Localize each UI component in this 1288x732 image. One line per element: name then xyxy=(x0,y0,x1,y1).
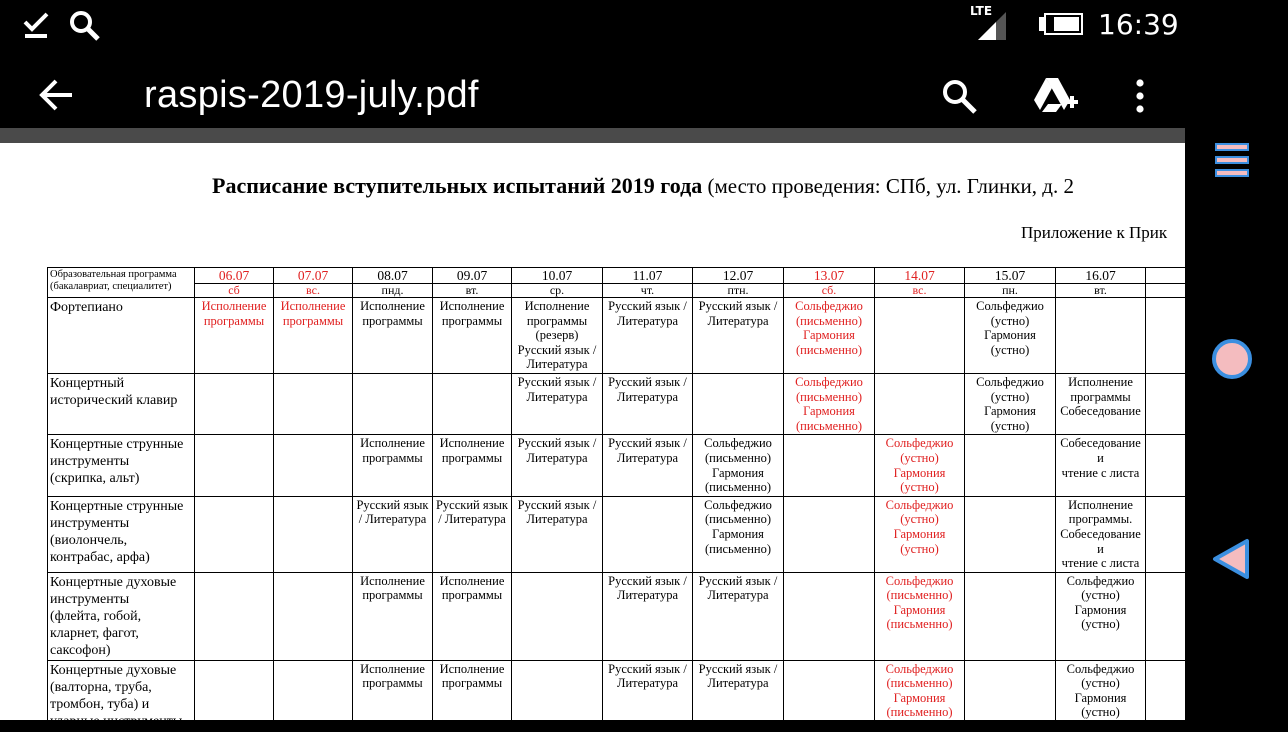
schedule-cell-line: программы xyxy=(362,313,423,328)
navigation-bar xyxy=(1185,128,1280,720)
toolbar-shadow xyxy=(0,128,1185,143)
schedule-cell-line: / Литература xyxy=(438,512,506,527)
date-header-cell: 10.07 xyxy=(512,268,603,284)
schedule-cell-line: Сольфеджио xyxy=(976,299,1044,313)
day-header-cell: пнд. xyxy=(353,284,433,298)
table-row xyxy=(48,572,1288,660)
schedule-cell-line: Сольфеджио xyxy=(885,573,954,588)
schedule-cell-line: (устно) xyxy=(900,480,939,495)
schedule-table xyxy=(47,267,1288,732)
schedule-cell-line: (устно) xyxy=(1081,705,1120,720)
header-program-cell xyxy=(48,268,195,298)
schedule-cell-line: / Литература xyxy=(358,512,427,527)
menu-icon[interactable] xyxy=(1215,142,1249,178)
schedule-cell xyxy=(195,435,274,496)
schedule-cell xyxy=(1056,496,1146,572)
schedule-cell-line: программы xyxy=(362,676,423,691)
day-header-cell: птн. xyxy=(693,284,784,298)
home-icon[interactable] xyxy=(1211,338,1253,380)
schedule-cell xyxy=(353,496,433,572)
schedule-cell-line: Сольфеджио xyxy=(885,661,954,676)
schedule-cell xyxy=(353,373,433,434)
schedule-cell-line: Литература xyxy=(526,357,588,372)
schedule-cell xyxy=(603,496,693,572)
schedule-cell xyxy=(195,496,274,572)
schedule-cell-line: программы. xyxy=(1068,512,1133,527)
schedule-cell xyxy=(965,435,1056,496)
schedule-cell-line: программы xyxy=(441,313,503,328)
signal-icon xyxy=(976,12,1008,40)
battery-icon xyxy=(1038,13,1084,35)
schedule-cell-line: (устно) xyxy=(900,512,939,527)
header-date-row xyxy=(48,268,1288,284)
schedule-cell-line: Русский язык / xyxy=(608,661,687,676)
schedule-cell-line: (письменно) xyxy=(704,512,772,527)
schedule-cell-line: (письменно) xyxy=(795,389,863,404)
schedule-cell xyxy=(875,298,965,374)
schedule-cell-line: Исполнение xyxy=(439,436,505,451)
program-name-line: Концертные духовые xyxy=(50,574,177,590)
program-name-line: исторический клавир xyxy=(50,392,178,408)
schedule-cell-line: Гармония xyxy=(893,690,946,705)
day-header-cell: сб. xyxy=(784,284,875,298)
schedule-cell xyxy=(274,373,353,434)
schedule-cell xyxy=(693,496,784,572)
status-bar xyxy=(0,0,1280,52)
schedule-cell-line: Сольфеджио xyxy=(704,497,772,512)
header-program-line: (бакалавриат, специалитет) xyxy=(50,281,172,292)
schedule-cell-line: чтение с листа xyxy=(1061,556,1140,571)
schedule-cell-line: программы xyxy=(362,588,423,603)
schedule-cell-line: Собеседование xyxy=(1060,526,1141,541)
app-bar xyxy=(0,52,1280,128)
schedule-cell xyxy=(965,660,1056,731)
schedule-cell xyxy=(1056,373,1146,434)
program-name-line: (флейта, гобой, xyxy=(50,608,142,624)
schedule-cell xyxy=(603,298,693,374)
schedule-cell xyxy=(965,298,1056,374)
back-triangle-icon[interactable] xyxy=(1211,538,1251,580)
schedule-cell xyxy=(693,572,784,660)
schedule-cell-line: (устно) xyxy=(990,418,1030,433)
schedule-cell-line: Гармония xyxy=(712,526,764,541)
schedule-cell-line: Сольфеджио xyxy=(795,374,863,389)
day-header-cell: чт. xyxy=(603,284,693,298)
schedule-cell xyxy=(784,435,875,496)
day-header-cell: вс. xyxy=(875,284,965,298)
schedule-cell-line: Исполнение xyxy=(524,299,590,313)
schedule-cell-line: Исполнение xyxy=(1068,374,1133,389)
overflow-menu-icon[interactable] xyxy=(1132,78,1148,114)
schedule-cell-line: Исполнение xyxy=(360,661,425,676)
schedule-cell-line: Литература xyxy=(707,588,769,603)
schedule-cell-line: (устно) xyxy=(900,450,939,465)
day-header-cell: пн. xyxy=(965,284,1056,298)
schedule-cell-line: (письменно) xyxy=(886,588,953,603)
program-name-line: ударные инструменты xyxy=(50,713,183,729)
appendix-label: Приложение к Прик xyxy=(1021,223,1168,242)
schedule-cell-line: Гармония xyxy=(803,404,855,419)
program-name-cell xyxy=(48,373,195,434)
schedule-cell-line: программы xyxy=(203,313,265,328)
program-name-line: Фортепиано xyxy=(50,300,123,315)
schedule-cell xyxy=(353,660,433,731)
program-name-cell xyxy=(48,496,195,572)
schedule-cell-line: Русский язык / xyxy=(517,342,597,357)
day-header-cell: вт. xyxy=(1056,284,1146,298)
schedule-cell xyxy=(603,660,693,731)
program-name-line: (виолончель, xyxy=(50,532,128,548)
schedule-cell xyxy=(875,373,965,434)
schedule-cell-line: (устно) xyxy=(1081,588,1120,603)
check-download-icon xyxy=(22,12,50,40)
schedule-cell xyxy=(512,496,603,572)
schedule-cell-line: Сольфеджио xyxy=(704,436,772,451)
schedule-cell-line: Русский язык / xyxy=(698,299,778,313)
schedule-cell xyxy=(433,660,512,731)
schedule-cell-line: Исполнение xyxy=(360,573,425,588)
program-name-line: саксофон) xyxy=(50,642,111,658)
schedule-cell xyxy=(353,572,433,660)
day-header-cell: сб xyxy=(195,284,274,298)
schedule-cell xyxy=(784,660,875,731)
schedule-cell-line: (письменно) xyxy=(795,418,863,433)
schedule-cell xyxy=(603,373,693,434)
schedule-cell-line: и xyxy=(1097,541,1104,556)
schedule-cell-line: и xyxy=(1097,450,1104,465)
date-header-cell: 13.07 xyxy=(784,268,875,284)
program-name-line: Концертные струнные xyxy=(50,437,184,453)
search-icon[interactable] xyxy=(940,77,978,115)
schedule-cell-line: Исполнение xyxy=(1068,497,1133,512)
schedule-cell-line: Сольфеджио xyxy=(1066,573,1135,588)
schedule-cell xyxy=(603,435,693,496)
schedule-cell xyxy=(195,572,274,660)
schedule-cell xyxy=(965,496,1056,572)
schedule-cell-line: Русский язык xyxy=(435,497,509,512)
schedule-cell-line: (резерв) xyxy=(535,328,579,343)
schedule-cell xyxy=(693,660,784,731)
schedule-cell xyxy=(784,496,875,572)
schedule-cell xyxy=(875,435,965,496)
schedule-cell-line: программы xyxy=(526,313,588,328)
pdf-page[interactable] xyxy=(0,143,1185,729)
schedule-cell-line: (письменно) xyxy=(795,342,863,357)
schedule-cell xyxy=(274,660,353,731)
schedule-cell-line: Исполнение xyxy=(360,436,425,451)
schedule-cell-line: (письменно) xyxy=(704,480,772,495)
date-header-cell: 06.07 xyxy=(195,268,274,284)
schedule-cell-line: Литература xyxy=(526,450,588,465)
header-program-line: Образовательная программа xyxy=(50,269,177,280)
back-arrow-icon[interactable] xyxy=(38,77,74,113)
table-row xyxy=(48,435,1288,496)
schedule-title-location: (место проведения: СПб, ул. Глинки, д. 2 xyxy=(702,174,1074,198)
date-header-cell: 08.07 xyxy=(353,268,433,284)
schedule-cell-line: Литература xyxy=(617,389,678,404)
schedule-cell-line: Исполнение xyxy=(439,573,505,588)
schedule-cell-line: Гармония xyxy=(893,526,946,541)
schedule-cell-line: (устно) xyxy=(1081,676,1120,691)
schedule-cell-line: (устно) xyxy=(990,389,1030,404)
program-name-cell xyxy=(48,435,195,496)
schedule-cell xyxy=(875,660,965,731)
schedule-cell-line: программы xyxy=(441,676,503,691)
schedule-cell xyxy=(965,373,1056,434)
schedule-cell-line: Литература xyxy=(617,450,678,465)
program-name-cell xyxy=(48,660,195,731)
schedule-cell-line: (письменно) xyxy=(886,705,953,720)
schedule-cell-line: (письменно) xyxy=(704,541,772,556)
schedule-cell-line: Русский язык / xyxy=(698,661,778,676)
schedule-cell-line: Русский язык xyxy=(356,497,429,512)
program-name-line: тромбон, туба) и xyxy=(50,696,150,712)
schedule-cell xyxy=(875,572,965,660)
schedule-cell-line: программы xyxy=(362,450,423,465)
schedule-cell xyxy=(274,572,353,660)
header-day-row xyxy=(48,284,1288,298)
schedule-cell-line: Гармония xyxy=(1074,602,1127,617)
date-header-cell: 16.07 xyxy=(1056,268,1146,284)
schedule-cell-line: Сольфеджио xyxy=(885,497,954,512)
schedule-cell-line: Собеседование xyxy=(1060,404,1141,419)
schedule-cell-line: Гармония xyxy=(984,328,1036,343)
program-name-line: (валторна, труба, xyxy=(50,679,152,695)
schedule-cell-line: программы xyxy=(441,450,503,465)
schedule-cell xyxy=(1056,435,1146,496)
schedule-cell xyxy=(693,435,784,496)
schedule-cell-line: Гармония xyxy=(984,404,1036,419)
schedule-cell xyxy=(433,373,512,434)
date-header-cell: 07.07 xyxy=(274,268,353,284)
schedule-cell-line: Исполнение xyxy=(280,299,346,313)
program-name-line: инструменты xyxy=(50,454,130,470)
network-type-label: LTE xyxy=(970,4,993,18)
date-header-cell: 12.07 xyxy=(693,268,784,284)
schedule-cell-line: Исполнение xyxy=(360,299,425,313)
table-row xyxy=(48,373,1288,434)
schedule-cell xyxy=(274,435,353,496)
schedule-cell xyxy=(875,496,965,572)
day-header-cell: вт. xyxy=(433,284,512,298)
schedule-cell xyxy=(195,298,274,374)
date-header-cell: 11.07 xyxy=(603,268,693,284)
schedule-cell-line: Литература xyxy=(707,676,769,691)
search-icon xyxy=(68,9,102,43)
schedule-cell-line: Исполнение xyxy=(439,661,505,676)
schedule-cell-line: Гармония xyxy=(1074,690,1127,705)
program-name-line: Концертный xyxy=(50,375,125,391)
table-row xyxy=(48,496,1288,572)
schedule-title-bold: Расписание вступительных испытаний 2019 года xyxy=(212,173,703,198)
day-header-cell: ср. xyxy=(512,284,603,298)
schedule-cell-line: Сольфеджио xyxy=(976,374,1044,389)
schedule-cell xyxy=(512,373,603,434)
schedule-cell xyxy=(512,572,603,660)
schedule-cell-line: Собеседование xyxy=(1060,436,1141,451)
day-header-cell: вс. xyxy=(274,284,353,298)
schedule-cell xyxy=(1056,660,1146,731)
schedule-cell xyxy=(433,496,512,572)
date-header-cell: 14.07 xyxy=(875,268,965,284)
schedule-cell xyxy=(784,572,875,660)
schedule-cell-line: Гармония xyxy=(803,328,855,343)
schedule-cell-line: чтение с листа xyxy=(1061,465,1140,480)
schedule-cell-line: Литература xyxy=(707,313,769,328)
schedule-cell-line: Гармония xyxy=(893,602,946,617)
schedule-cell xyxy=(784,298,875,374)
schedule-cell-line: Литература xyxy=(526,389,588,404)
program-name-line: Концертные духовые xyxy=(50,662,177,678)
schedule-title xyxy=(212,173,1074,199)
schedule-cell xyxy=(1056,572,1146,660)
schedule-cell-line: (письменно) xyxy=(704,450,772,465)
schedule-cell-line: программы xyxy=(441,588,503,603)
schedule-cell xyxy=(603,572,693,660)
schedule-cell-line: (письменно) xyxy=(795,313,863,328)
schedule-cell-line: (устно) xyxy=(990,313,1030,328)
schedule-cell-line: Исполнение xyxy=(439,299,505,313)
schedule-cell-line: Литература xyxy=(617,676,678,691)
schedule-cell xyxy=(693,298,784,374)
schedule-cell-line: Литература xyxy=(617,313,678,328)
drive-add-icon[interactable] xyxy=(1032,76,1080,116)
schedule-cell-line: Литература xyxy=(526,512,588,527)
program-name-line: кларнет, фагот, xyxy=(50,625,139,641)
schedule-cell xyxy=(433,435,512,496)
schedule-cell xyxy=(353,435,433,496)
schedule-cell-line: Сольфеджио xyxy=(1066,661,1135,676)
schedule-cell-line: Гармония xyxy=(893,465,946,480)
schedule-cell-line: (письменно) xyxy=(886,617,953,632)
schedule-cell-line: (устно) xyxy=(990,342,1030,357)
schedule-cell-line: Сольфеджио xyxy=(885,436,954,451)
program-name-line: инструменты xyxy=(50,515,130,531)
table-row xyxy=(48,660,1288,731)
schedule-cell xyxy=(274,298,353,374)
schedule-cell xyxy=(512,660,603,731)
document-title: raspis-2019-july.pdf xyxy=(144,74,479,116)
schedule-cell xyxy=(195,373,274,434)
schedule-cell-line: (письменно) xyxy=(886,676,953,691)
schedule-cell xyxy=(353,298,433,374)
schedule-cell xyxy=(274,496,353,572)
clock: 16:39 xyxy=(1098,8,1179,41)
schedule-cell-line: Русский язык / xyxy=(698,573,778,588)
schedule-cell-line: Русский язык / xyxy=(608,374,687,389)
table-row xyxy=(48,298,1288,374)
schedule-cell-line: Гармония xyxy=(712,465,764,480)
schedule-cell xyxy=(512,435,603,496)
program-name-line: (скрипка, альт) xyxy=(50,471,140,487)
schedule-cell xyxy=(784,373,875,434)
program-name-line: контрабас, арфа) xyxy=(50,549,150,565)
schedule-cell-line: Русский язык / xyxy=(517,497,597,512)
schedule-cell xyxy=(433,298,512,374)
schedule-cell xyxy=(195,660,274,731)
program-name-line: инструменты xyxy=(50,591,130,607)
program-name-cell xyxy=(48,298,195,374)
schedule-cell-line: программы xyxy=(1070,389,1131,404)
schedule-cell xyxy=(1056,298,1146,374)
schedule-cell xyxy=(433,572,512,660)
schedule-cell-line: программы xyxy=(282,313,344,328)
schedule-cell-line: (устно) xyxy=(900,541,939,556)
schedule-cell-line: Сольфеджио xyxy=(795,299,863,313)
schedule-cell xyxy=(512,298,603,374)
schedule-cell-line: Русский язык / xyxy=(517,374,597,389)
schedule-cell-line: Русский язык / xyxy=(608,299,687,313)
schedule-cell-line: Литература xyxy=(617,588,678,603)
schedule-cell-line: Исполнение xyxy=(201,299,267,313)
program-name-line: Концертные струнные xyxy=(50,498,184,514)
date-header-cell: 15.07 xyxy=(965,268,1056,284)
schedule-cell-line: (устно) xyxy=(1081,617,1120,632)
schedule-cell-line: Русский язык / xyxy=(608,573,687,588)
date-header-cell: 09.07 xyxy=(433,268,512,284)
schedule-cell-line: Русский язык / xyxy=(608,436,687,451)
schedule-cell-line: Русский язык / xyxy=(517,436,597,451)
schedule-cell xyxy=(693,373,784,434)
schedule-cell xyxy=(965,572,1056,660)
program-name-cell xyxy=(48,572,195,660)
